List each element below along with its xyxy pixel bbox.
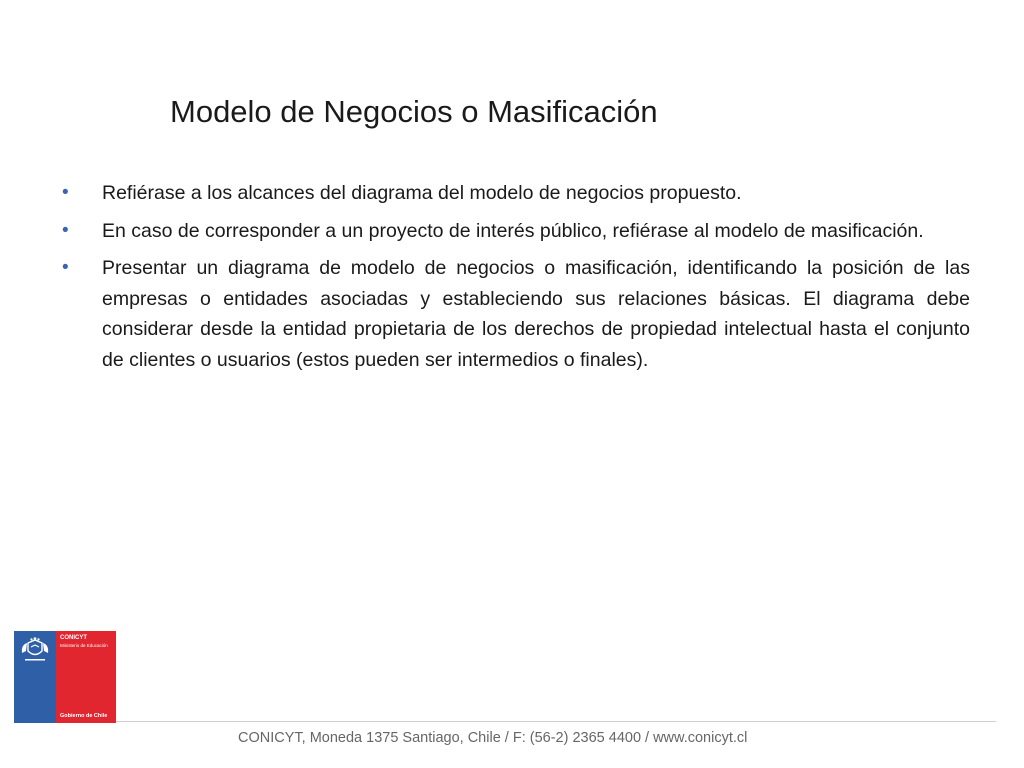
logo-ministry: Ministerio de Educación bbox=[60, 643, 108, 648]
bullet-icon: • bbox=[62, 257, 69, 278]
chile-coat-of-arms-icon bbox=[19, 637, 51, 663]
bullet-icon: • bbox=[62, 182, 69, 203]
logo-org-name: CONICYT bbox=[60, 635, 87, 641]
bullet-item bbox=[62, 253, 970, 375]
bullet-icon: • bbox=[62, 219, 69, 241]
slide-title: Modelo de Negocios o Masificación bbox=[170, 94, 658, 129]
bullet-text: Presentar un diagrama de modelo de negocios o masificación, identificando la posición de las empresas o entidades asociadas y estableciendo sus relaciones básicas. El diagrama debe considerar desde la entidad propietaria de los derechos de propiedad intelectual hasta el conjunto de clientes o usuarios (estos pueden ser intermedios o finales). bbox=[102, 257, 970, 371]
bullet-item bbox=[62, 178, 970, 209]
bullet-text: En caso de corresponder a un proyecto de interés público, refiérase al modelo de masificación. bbox=[102, 219, 924, 242]
logo-blue-panel bbox=[14, 631, 56, 723]
conicyt-logo bbox=[14, 631, 116, 723]
bullet-item bbox=[62, 216, 970, 247]
logo-government: Gobierno de Chile bbox=[60, 713, 108, 719]
logo-red-panel bbox=[56, 631, 116, 723]
bullet-text: Refiérase a los alcances del diagrama del modelo de negocios propuesto. bbox=[102, 182, 742, 204]
bullet-list bbox=[62, 178, 970, 382]
footer-text: CONICYT, Moneda 1375 Santiago, Chile / F: (56-2) 2365 4400 / www.conicyt.cl bbox=[238, 730, 748, 746]
footer-divider bbox=[116, 721, 996, 722]
